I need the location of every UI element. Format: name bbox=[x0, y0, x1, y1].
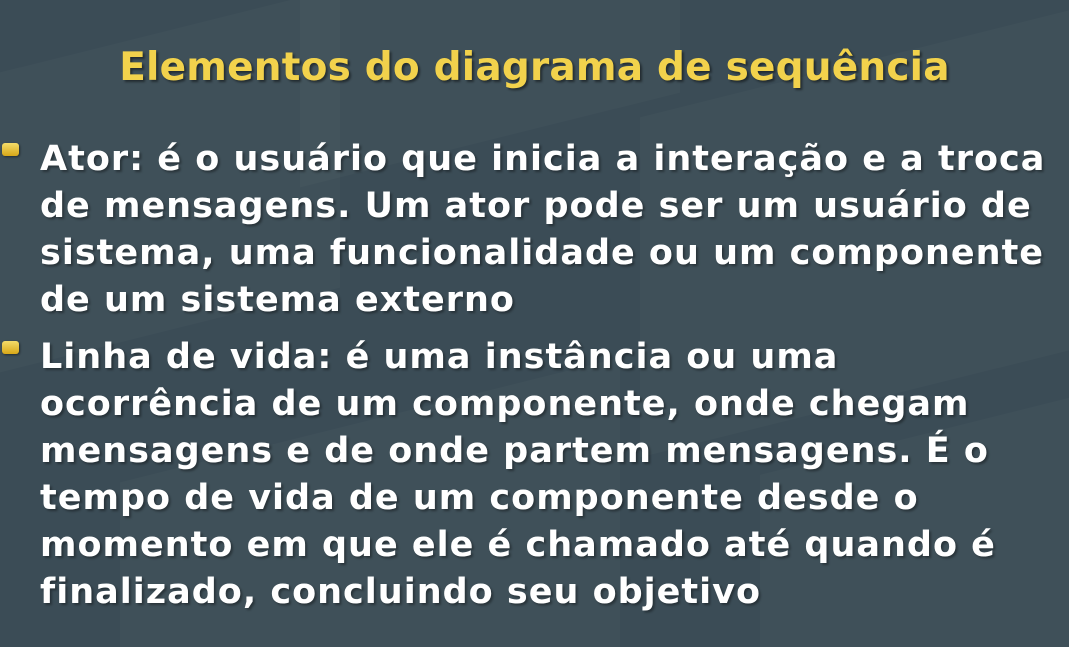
bullet-list bbox=[0, 136, 1069, 626]
bullet-item-linha-de-vida bbox=[0, 334, 1069, 616]
bullet-marker-icon bbox=[2, 143, 19, 156]
bullet-marker-icon bbox=[2, 341, 19, 354]
bullet-text: Ator: é o usuário que inicia a interação e a troca de mensagens. Um ator pode ser um usuário de sistema, uma funcionalidade ou um componente de um sistema externo bbox=[40, 139, 1046, 320]
bullet-text: Linha de vida: é uma instância ou uma ocorrência de um componente, onde chegam mensagens e de onde partem mensagens. É o tempo de vida de um componente desde o momento em que ele é chamado até quando é finalizado, concluindo seu objetivo bbox=[40, 337, 996, 612]
slide-title: Elementos do diagrama de sequência bbox=[119, 45, 950, 90]
bullet-item-ator bbox=[0, 136, 1069, 324]
